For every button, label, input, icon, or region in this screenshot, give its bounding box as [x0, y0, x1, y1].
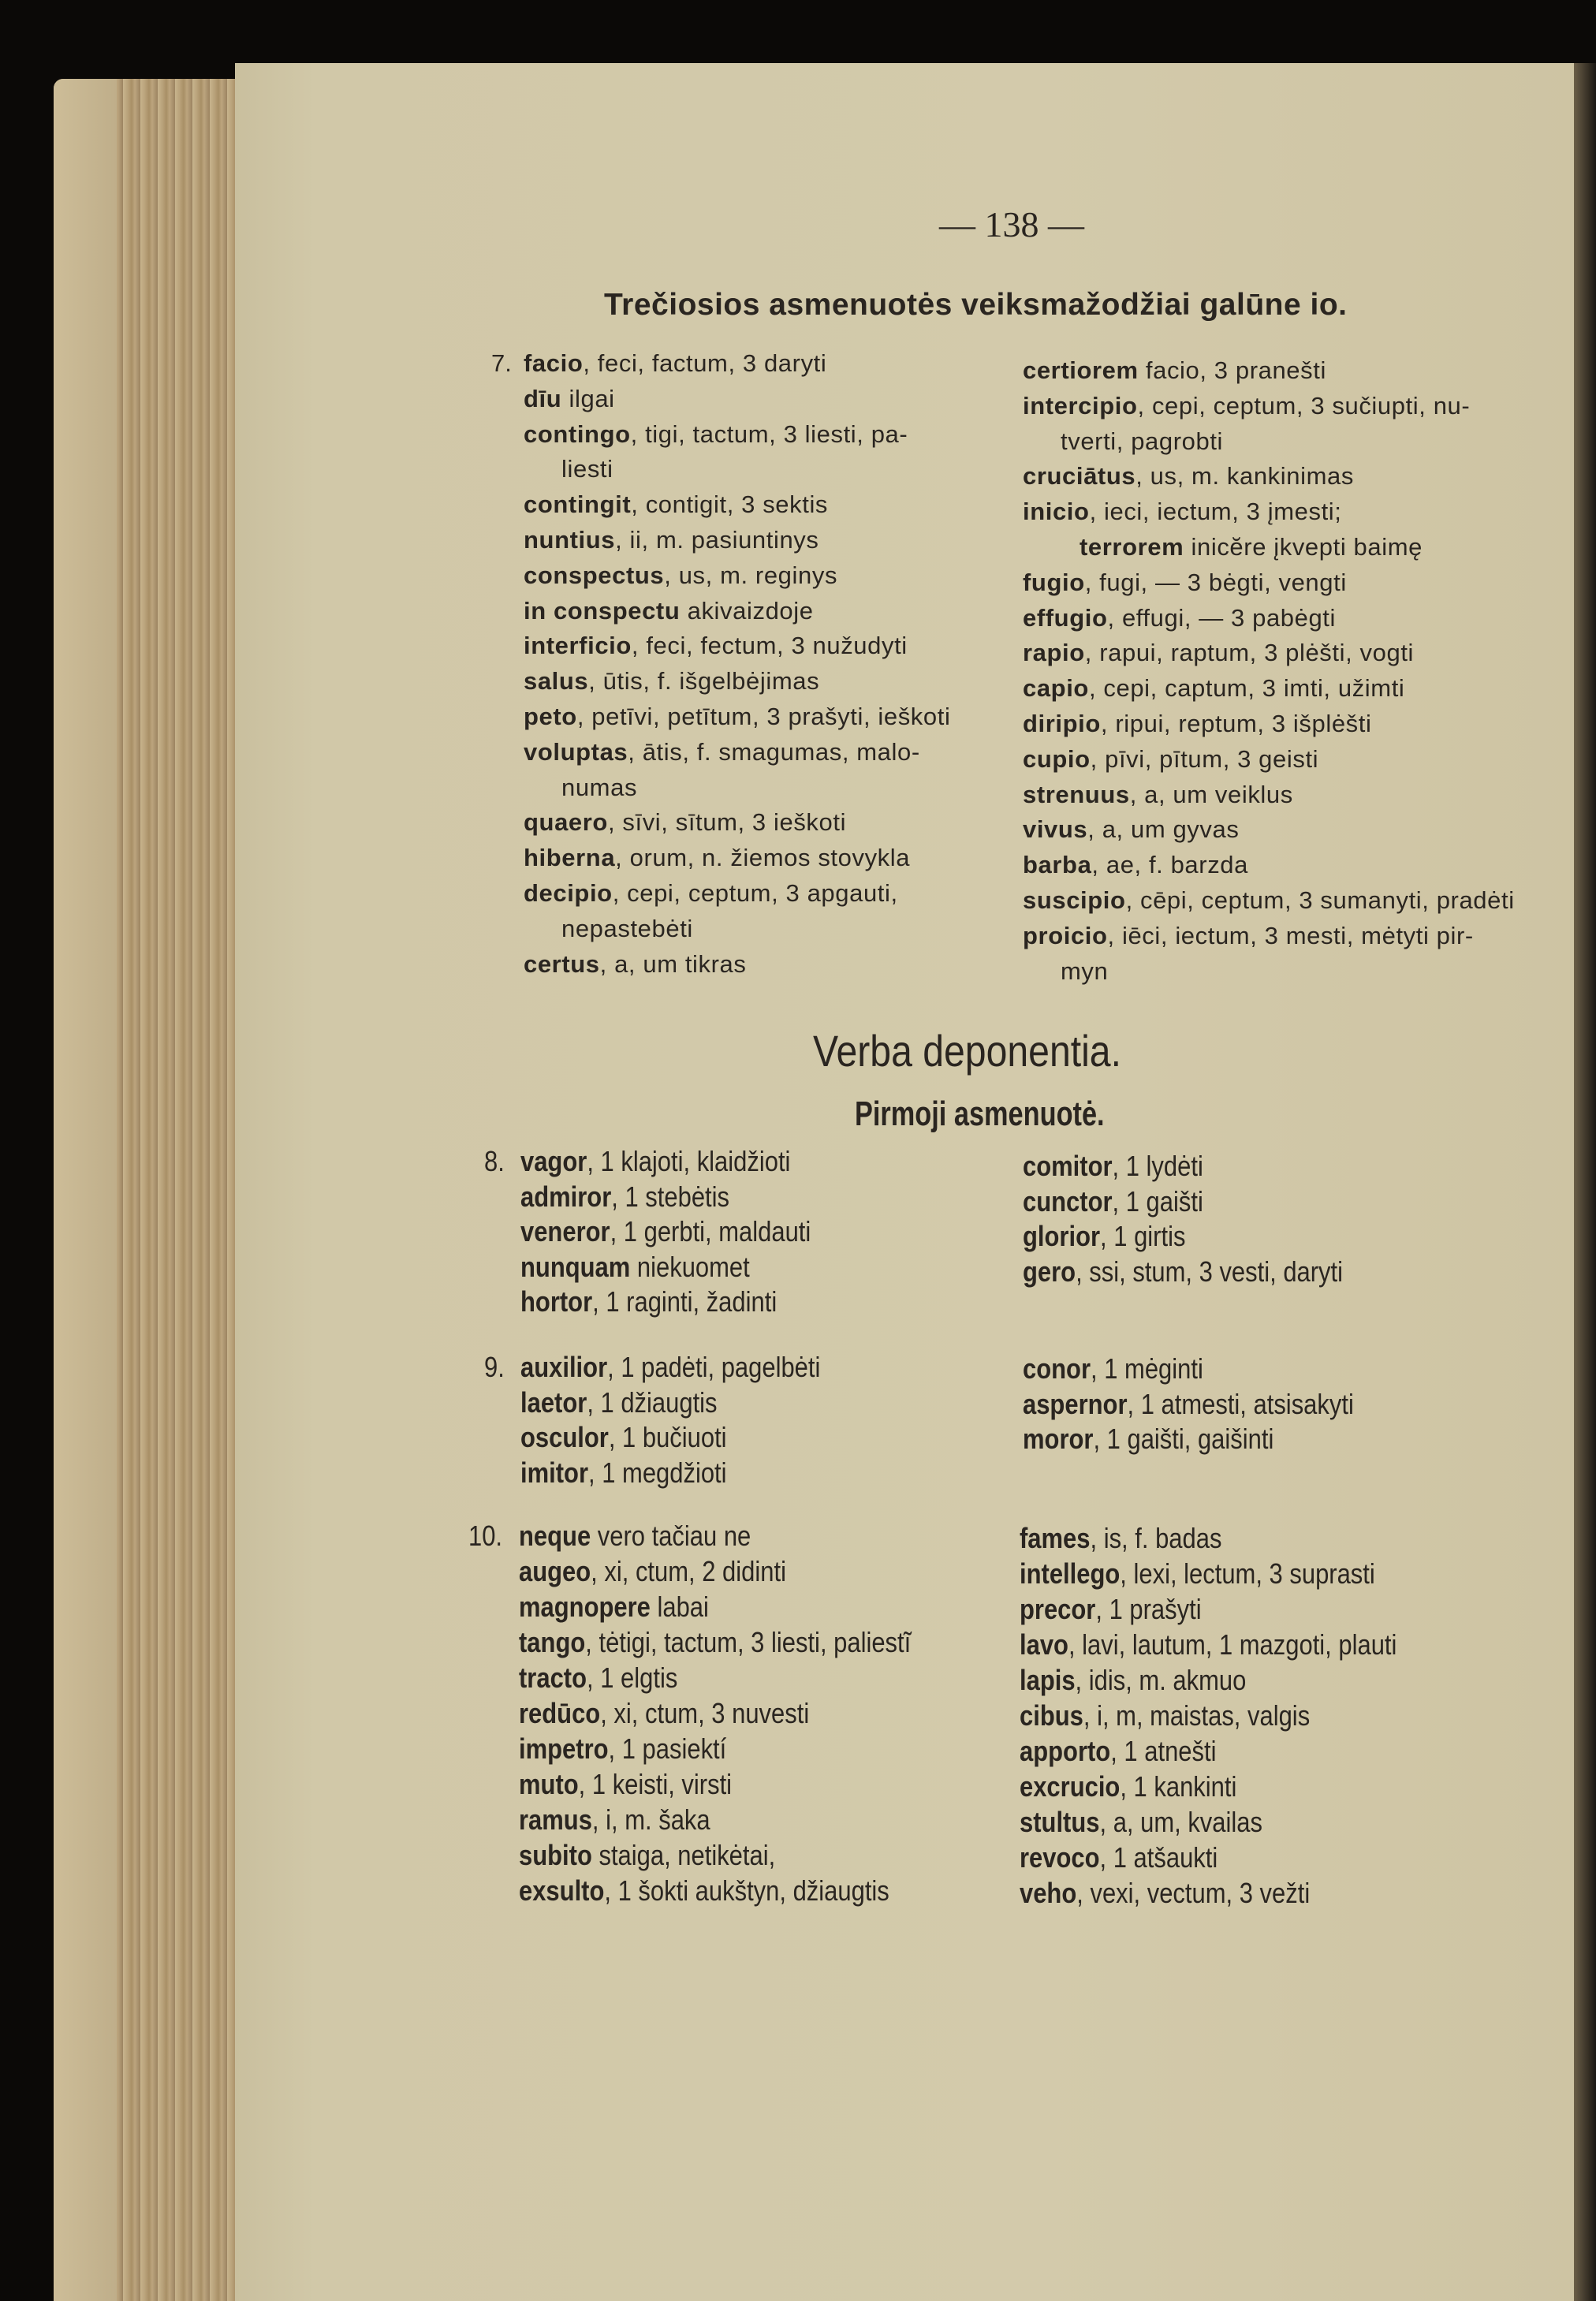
- entry-definition: , 1 padėti, pagelbėti: [607, 1351, 821, 1383]
- vocab-entry: [1020, 1592, 1202, 1627]
- vocab-entry: [519, 1661, 677, 1695]
- vocab-entry: [1023, 1149, 1203, 1184]
- vocab-entry: [1020, 1805, 1262, 1840]
- latin-headword: effugio: [1023, 603, 1108, 632]
- vocab-entry: [520, 1250, 750, 1285]
- entry-definition: facio, 3 pranešti: [1138, 356, 1326, 384]
- latin-headword: salus: [524, 667, 589, 696]
- latin-headword: cupio: [1023, 744, 1091, 773]
- entry-definition: , 1 bučiuoti: [608, 1421, 727, 1454]
- entry-definition: , 1 gaišti: [1112, 1184, 1203, 1218]
- latin-headword: certus: [524, 949, 600, 978]
- entry-definition: , lavi, lautum, 1 mazgoti, plauti: [1068, 1628, 1397, 1661]
- latin-headword: peto: [524, 703, 577, 730]
- latin-headword: moror: [1023, 1423, 1094, 1456]
- entry-definition: , cepi, ceptum, 3 sučiupti, nu-: [1137, 391, 1471, 420]
- section-heading: Trečiosios asmenuotės veiksmažodžiai galūne io.: [604, 288, 1348, 322]
- latin-headword: veneror: [520, 1215, 610, 1248]
- vocab-entry: [1020, 1699, 1310, 1733]
- latin-headword: precor: [1020, 1593, 1096, 1625]
- entry-definition: , ieci, iectum, 3 įmesti;: [1089, 498, 1342, 526]
- vocab-entry: [1023, 1387, 1354, 1422]
- vocab-entry: [1020, 1770, 1236, 1804]
- latin-headword: laetor: [520, 1385, 587, 1419]
- latin-headword: quaero: [524, 808, 608, 837]
- entry-definition: , fugi, — 3 bėgti, vengti: [1084, 568, 1347, 596]
- book-right-edge: [1574, 63, 1596, 2301]
- vocab-entry: [1023, 848, 1248, 882]
- vocab-entry: [1023, 565, 1347, 600]
- latin-headword: excrucio: [1020, 1770, 1121, 1803]
- vocab-entry: [520, 1285, 777, 1319]
- vocab-entry: [520, 1180, 729, 1214]
- entry-definition: , ae, f. barzda: [1091, 851, 1248, 879]
- entry-definition: tverti, pagrobti: [1061, 427, 1224, 455]
- latin-headword: augeo: [519, 1555, 591, 1587]
- entry-definition: , cepi, ceptum, 3 apgauti,: [612, 879, 898, 907]
- entry-definition: , us, m. kankinimas: [1135, 462, 1354, 490]
- vocab-entry: [524, 947, 747, 982]
- entry-definition: , ūtis, f. išgelbėjimas: [588, 667, 820, 696]
- entry-definition: , xi, ctum, 2 didinti: [591, 1555, 786, 1587]
- latin-headword: interficio: [524, 632, 632, 660]
- entry-definition: numas: [561, 773, 638, 801]
- entry-definition: , feci, fectum, 3 nužudyti: [631, 632, 908, 660]
- entry-definition: , ātis, f. smagumas, malo-: [628, 737, 920, 766]
- latin-headword: auxilior: [520, 1351, 608, 1383]
- chapter-title: Verba deponentia.: [813, 1026, 1121, 1076]
- vocab-entry: [524, 664, 819, 699]
- book-page-edges: [54, 79, 237, 2301]
- latin-headword: redūco: [519, 1697, 601, 1729]
- latin-headword: veho: [1020, 1877, 1077, 1909]
- vocab-entry: [1023, 494, 1341, 529]
- latin-headword: barba: [1023, 851, 1092, 879]
- vocab-entry: [1023, 1352, 1203, 1386]
- entry-definition: staiga, netikėtai,: [591, 1839, 776, 1871]
- vocab-entry: [1023, 742, 1318, 777]
- entry-definition: , a, um veiklus: [1129, 780, 1293, 808]
- latin-headword: glorior: [1023, 1220, 1101, 1253]
- entry-definition: , a, um gyvas: [1087, 815, 1240, 844]
- vocab-entry: [1023, 1255, 1343, 1289]
- latin-headword: vivus: [1023, 815, 1088, 844]
- vocab-entry-continuation: [1061, 424, 1223, 459]
- entry-definition: , sīvi, sītum, 3 ieškoti: [607, 808, 847, 837]
- latin-headword: muto: [519, 1768, 579, 1800]
- entry-definition: , i, m. šaka: [591, 1803, 710, 1836]
- vocab-entry: [1023, 459, 1354, 494]
- entry-definition: , tėtigi, tactum, 3 liesti, paliestĩ: [585, 1626, 912, 1658]
- vocab-entry: [520, 1420, 727, 1455]
- entry-definition: , feci, factum, 3 daryti: [583, 349, 827, 377]
- entry-definition: inicĕre įkvepti baimę: [1184, 533, 1423, 561]
- entry-definition: myn: [1061, 957, 1109, 985]
- vocab-entry: [519, 1732, 726, 1766]
- vocab-entry: [1020, 1734, 1216, 1769]
- entry-definition: liesti: [561, 455, 613, 483]
- vocab-entry: [524, 699, 950, 734]
- vocab-entry: [519, 1519, 751, 1553]
- entry-definition: , ii, m. pasiuntinys: [615, 526, 819, 554]
- latin-headword: aspernor: [1023, 1387, 1128, 1420]
- entry-definition: , 1 megdžioti: [588, 1456, 727, 1489]
- entry-definition: , 1 lydėti: [1112, 1150, 1203, 1182]
- entry-definition: , 1 mėginti: [1091, 1352, 1203, 1385]
- vocab-entry: [524, 594, 814, 628]
- entry-definition: , pīvi, pītum, 3 geisti: [1090, 744, 1319, 773]
- entry-definition: , 1 girtis: [1100, 1220, 1186, 1253]
- vocab-entry: [1023, 812, 1239, 847]
- vocab-entry-continuation: [561, 770, 637, 805]
- latin-headword: contingo: [524, 420, 631, 448]
- entry-group-number: 10.: [468, 1520, 503, 1552]
- vocab-entry: [520, 1385, 718, 1420]
- latin-headword: hiberna: [524, 844, 616, 872]
- entry-definition: , effugi, — 3 pabėgti: [1107, 603, 1337, 632]
- latin-headword: terrorem: [1080, 533, 1184, 561]
- entry-definition: , a, um tikras: [599, 949, 747, 978]
- vocab-entry: [1020, 1628, 1396, 1662]
- vocab-entry: [1020, 1557, 1375, 1591]
- entry-definition: niekuomet: [630, 1250, 750, 1283]
- latin-headword: contingit: [524, 490, 632, 519]
- vocab-entry: [1023, 919, 1474, 953]
- vocab-entry-continuation: [1061, 954, 1108, 989]
- vocab-entry: [1023, 671, 1404, 706]
- latin-headword: decipio: [524, 879, 613, 907]
- vocab-entry: [520, 1214, 811, 1249]
- latin-headword: vagor: [520, 1145, 587, 1177]
- entry-definition: , 1 atšaukti: [1099, 1841, 1218, 1874]
- entry-definition: , tigi, tactum, 3 liesti, pa-: [630, 420, 908, 448]
- latin-headword: hortor: [520, 1285, 593, 1318]
- latin-headword: tango: [519, 1626, 586, 1658]
- vocab-entry: [1020, 1876, 1310, 1911]
- entry-definition: , 1 gaišti, gaišinti: [1093, 1423, 1274, 1456]
- vocab-entry: [1023, 1184, 1203, 1219]
- entry-definition: , 1 stebėtis: [611, 1180, 730, 1213]
- vocab-entry: [520, 1350, 820, 1385]
- vocab-entry: [1023, 636, 1414, 670]
- latin-headword: tracto: [519, 1661, 587, 1694]
- latin-headword: ramus: [519, 1803, 592, 1836]
- entry-definition: , idis, m. akmuo: [1075, 1664, 1247, 1696]
- chapter-subtitle: Pirmoji asmenuotė.: [855, 1095, 1105, 1133]
- vocab-entry: [1023, 389, 1470, 423]
- vocab-entry: [1020, 1663, 1246, 1698]
- latin-headword: suscipio: [1023, 886, 1126, 914]
- entry-definition: , 1 raginti, žadinti: [592, 1285, 777, 1318]
- latin-headword: intercipio: [1023, 391, 1138, 420]
- entry-definition: , is, f. badas: [1090, 1522, 1222, 1554]
- vocab-entry: [1020, 1840, 1218, 1875]
- entry-definition: , iēci, iectum, 3 mesti, mėtyti pir-: [1107, 921, 1474, 949]
- entry-definition: , 1 džiaugtis: [587, 1385, 718, 1419]
- entry-definition: , orum, n. žiemos stovykla: [615, 844, 911, 872]
- entry-definition: , us, m. reginys: [664, 561, 838, 589]
- entry-group-number: 8.: [484, 1145, 505, 1177]
- entry-definition: , rapui, raptum, 3 plėšti, vogti: [1084, 639, 1415, 667]
- vocab-entry: [524, 876, 898, 911]
- vocab-entry: [519, 1554, 786, 1589]
- latin-headword: intellego: [1020, 1557, 1121, 1590]
- latin-headword: stultus: [1020, 1806, 1100, 1838]
- latin-headword: osculor: [520, 1421, 609, 1454]
- entry-definition: , 1 pasiektí: [608, 1732, 727, 1765]
- vocab-entry: [1023, 601, 1336, 636]
- entry-definition: , petīvi, petītum, 3 prašyti, ieškoti: [576, 703, 951, 730]
- latin-headword: lavo: [1020, 1628, 1068, 1661]
- entry-definition: , 1 elgtis: [587, 1661, 678, 1694]
- latin-headword: dīu: [524, 384, 562, 412]
- latin-headword: comitor: [1023, 1150, 1113, 1182]
- entry-definition: akivaizdoje: [680, 596, 814, 625]
- vocab-entry: [519, 1767, 732, 1802]
- latin-headword: voluptas: [524, 737, 628, 766]
- latin-headword: conspectus: [524, 561, 665, 589]
- vocab-entry: [524, 628, 908, 663]
- latin-headword: in conspectu: [524, 596, 681, 625]
- vocab-entry: [1023, 1219, 1185, 1254]
- vocab-entry: [524, 805, 846, 840]
- entry-definition: , contigit, 3 sektis: [631, 490, 829, 519]
- vocab-entry: [519, 1590, 709, 1624]
- vocab-entry: [519, 1696, 809, 1731]
- latin-headword: fames: [1020, 1522, 1091, 1554]
- vocab-entry: [524, 735, 920, 770]
- vocab-entry: [524, 487, 828, 522]
- latin-headword: cunctor: [1023, 1184, 1113, 1218]
- vocab-entry: [519, 1874, 889, 1908]
- latin-headword: inicio: [1023, 498, 1090, 526]
- entry-definition: , 1 klajoti, klaidžioti: [587, 1145, 791, 1177]
- vocab-entry: [1023, 1422, 1273, 1456]
- vocab-entry: [1023, 353, 1326, 388]
- entry-definition: , ssi, stum, 3 vesti, daryti: [1076, 1255, 1344, 1288]
- latin-headword: fugio: [1023, 568, 1085, 596]
- entry-definition: , i, m, maistas, valgis: [1083, 1699, 1311, 1732]
- latin-headword: imitor: [520, 1456, 589, 1489]
- entry-definition: ilgai: [561, 384, 615, 412]
- vocab-entry: [519, 1838, 775, 1873]
- vocab-entry: [519, 1625, 911, 1660]
- vocab-entry: [524, 841, 910, 875]
- vocab-entry: [524, 417, 908, 452]
- vocab-entry: [1023, 707, 1371, 741]
- latin-headword: strenuus: [1023, 780, 1130, 808]
- latin-headword: admiror: [520, 1180, 612, 1213]
- entry-definition: nepastebėti: [561, 914, 693, 942]
- entry-definition: , 1 keisti, virsti: [578, 1768, 733, 1800]
- vocab-entry: [524, 382, 615, 416]
- vocab-entry-continuation: [561, 912, 693, 946]
- latin-headword: nunquam: [520, 1250, 631, 1283]
- latin-headword: proicio: [1023, 921, 1108, 949]
- vocab-entry: [524, 346, 826, 381]
- latin-headword: impetro: [519, 1732, 609, 1765]
- latin-headword: certiorem: [1023, 356, 1139, 384]
- vocab-entry-continuation: [1080, 530, 1423, 565]
- vocab-entry: [520, 1456, 727, 1490]
- latin-headword: capio: [1023, 674, 1089, 703]
- entry-group-number: 7.: [491, 349, 512, 377]
- entry-definition: labai: [650, 1591, 709, 1623]
- vocab-entry: [1023, 883, 1515, 918]
- entry-definition: vero tačiau ne: [591, 1520, 751, 1552]
- latin-headword: lapis: [1020, 1664, 1076, 1696]
- page-number: — 138 —: [939, 204, 1084, 244]
- vocab-entry: [520, 1144, 790, 1179]
- latin-headword: rapio: [1023, 639, 1085, 667]
- vocab-entry-continuation: [561, 452, 613, 487]
- latin-headword: magnopere: [519, 1591, 651, 1623]
- latin-headword: gero: [1023, 1255, 1076, 1288]
- latin-headword: conor: [1023, 1352, 1091, 1385]
- entry-definition: , cēpi, ceptum, 3 sumanyti, pradėti: [1125, 886, 1515, 914]
- entry-definition: , 1 šokti aukštyn, džiaugtis: [604, 1874, 889, 1907]
- latin-headword: cibus: [1020, 1699, 1083, 1732]
- entry-definition: , 1 atmesti, atsisakyti: [1127, 1387, 1354, 1420]
- latin-headword: diripio: [1023, 710, 1101, 737]
- vocab-entry: [1020, 1521, 1221, 1556]
- entry-definition: , 1 prašyti: [1095, 1593, 1202, 1625]
- entry-definition: , cepi, captum, 3 imti, užimti: [1088, 674, 1405, 703]
- vocab-entry: [519, 1803, 710, 1837]
- latin-headword: neque: [519, 1520, 591, 1552]
- latin-headword: nuntius: [524, 526, 616, 554]
- latin-headword: subito: [519, 1839, 592, 1871]
- vocab-entry: [1023, 778, 1293, 812]
- latin-headword: facio: [524, 349, 584, 377]
- entry-definition: , ripui, reptum, 3 išplėšti: [1100, 710, 1372, 737]
- entry-definition: , vexi, vectum, 3 vežti: [1076, 1877, 1311, 1909]
- latin-headword: exsulto: [519, 1874, 605, 1907]
- latin-headword: cruciātus: [1023, 462, 1136, 490]
- latin-headword: apporto: [1020, 1735, 1111, 1767]
- vocab-entry: [524, 558, 837, 593]
- entry-definition: , 1 gerbti, maldauti: [610, 1215, 811, 1248]
- vocab-entry: [524, 523, 819, 558]
- entry-definition: , 1 kankinti: [1120, 1770, 1237, 1803]
- entry-group-number: 9.: [484, 1351, 505, 1383]
- entry-definition: , lexi, lectum, 3 suprasti: [1120, 1557, 1375, 1590]
- latin-headword: revoco: [1020, 1841, 1100, 1874]
- entry-definition: , a, um, kvailas: [1099, 1806, 1262, 1838]
- entry-definition: , 1 atnešti: [1110, 1735, 1217, 1767]
- entry-definition: , xi, ctum, 3 nuvesti: [600, 1697, 810, 1729]
